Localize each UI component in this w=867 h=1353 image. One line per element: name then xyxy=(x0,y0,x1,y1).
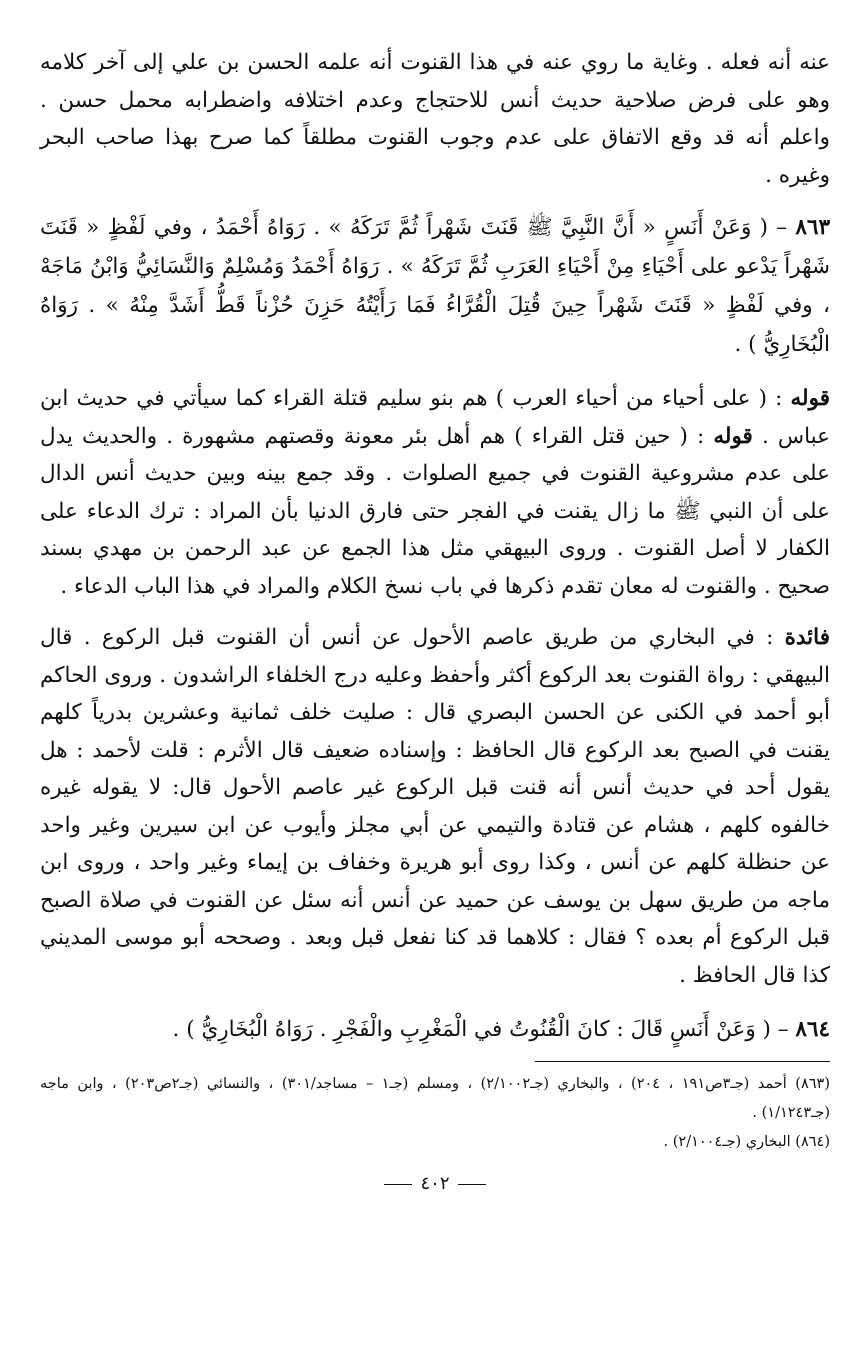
commentary-text: : ( على أحياء من أحياء العرب ) هم بنو سليم قتلة القراء كما سيأتي في حديث ابن عباس . xyxy=(40,386,830,449)
hadith-text: – ( وَعَنْ أَنَسٍ قَالَ : كانَ الْقُنُوتُ في الْمَغْرِبِ والْفَجْرِ . رَوَاهُ الْبُخَارِيُّ ) . xyxy=(172,1017,796,1042)
commentary-label: قوله xyxy=(790,386,830,411)
footnote-864: (٨٦٤) البخاري (جـ٢/١٠٠٤) . xyxy=(663,1134,830,1150)
footnote-divider xyxy=(535,1061,830,1062)
hadith-text: – ( وَعَنْ أَنَسٍ « أَنَّ النَّبِيَّ ﷺ قَنَتَ شَهْراً ثُمَّ تَرَكَهُ » . رَوَاهُ أَحْمَدُ ، وفي لَفْظٍ « قَنَتَ شَهْراً يَدْعو على أَحْيَاءِ مِنْ أَحْيَاءِ العَرَبِ ثُمَّ تَرَكَهُ » . رَوَاهُ أَحْمَدُ وَمُسْلِمٌ وَالنَّسَائِيُّ وَابْنُ مَاجَهْ ، وفي لَفْظٍ « قَنَتَ شَهْراً حِينَ قُتِلَ الْقُرَّاءُ فَمَا رَأَيْتُهُ حَزِنَ حُزْناً قَطُّ أَشَدَّ مِنْهُ » . رَوَاهُ الْبُخَارِيُّ ) . xyxy=(40,215,830,357)
commentary-label: قوله xyxy=(713,423,753,449)
hadith-864 xyxy=(40,1010,830,1049)
paragraph-continuation: عنه أنه فعله . وغاية ما روي عنه في هذا القنوت أنه علمه الحسن بن علي إلى آخر كلامه وهو على فرض صلاحية حديث أنس للاحتجاج وعدم اختلافه واضطرابه محمل حسن . واعلم أنه قد وقع الاتفاق على عدم وجوب القنوت مطلقاً كما صرح بهذا صاحب البحر وغيره . xyxy=(40,50,830,188)
page-number: ٤٠٢ xyxy=(420,1173,450,1194)
commentary-paragraph xyxy=(40,380,830,605)
spacer xyxy=(40,994,830,1010)
benefit-paragraph xyxy=(40,619,830,994)
hadith-number: ٨٦٣ xyxy=(795,215,830,240)
hadith-number: ٨٦٤ xyxy=(795,1017,830,1042)
page-number-row xyxy=(40,1171,830,1197)
spacer xyxy=(40,194,830,208)
page-content xyxy=(40,44,830,1197)
benefit-text: : في البخاري من طريق عاصم الأحول عن أنس أن القنوت قبل الركوع . قال البيهقي : رواة القنوت بعد الركوع أكثر وأحفظ وعليه درج الخلفاء الراشدون . وروى الحاكم أبو أحمد في الكنى عن الحسن البصري قال : صليت خلف ثمانية وعشرين بدرياً كلهم يقنت في الصبح بعد الركوع قال الحافظ : وإسناده ضعيف قال الأثرم : قلت لأحمد : هل يقول أحد في حديث أنس أنه قنت قبل الركوع غير عاصم الأحول قال: لا يقوله غيره خالفوه كلهم ، هشام عن قتادة والتيمي عن أبي مجلز وأيوب عن ابن سيرين وغير واحد عن حنظلة كلهم عن أنس ، وكذا روى أبو هريرة وخفاف بن إيماء وغير واحد ، وروى ابن ماجه من طريق سهل بن يوسف عن حميد عن أنس أنه سئل عن القنوت في صلاة الصبح قبل الركوع أم بعده ؟ فقال : كلاهما قد كنا نفعل قبل وبعد . وصححه أبو موسى المديني كذا قال الحافظ . xyxy=(40,625,830,988)
dash-decoration xyxy=(458,1184,486,1185)
dash-decoration xyxy=(384,1184,412,1185)
commentary-text: : ( حين قتل القراء ) هم أهل بئر معونة وقصتهم مشهورة . والحديث يدل على عدم مشروعية القنوت في جميع الصلوات . وقد جمع بينه وبين حديث أنس الدال على أن النبي ﷺ ما زال يقنت في الفجر حتى فارق الدنيا بأن المراد : ترك الدعاء على الكفار لا أصل القنوت . وروى البيهقي مثل هذا الجمع عن عبد الرحمن بن مهدي بسند صحيح . والقنوت له معان تقدم ذكرها في باب نسخ الكلام والمراد في هذا الباب الدعاء . xyxy=(40,423,830,599)
spacer xyxy=(40,605,830,619)
benefit-label: فائدة xyxy=(784,625,830,650)
hadith-863 xyxy=(40,208,830,364)
footnote-863: (٨٦٣) أحمد (جـ٣ص١٩١ ، ٢٠٤) ، والبخاري (جـ٢/١٠٠٢) ، ومسلم (جـ١ – مساجد/٣٠١) ، والنسائي (جـ٢ص٢٠٣) ، وابن ماجه (جـ١/١٢٤٣) . xyxy=(40,1076,830,1121)
spacer xyxy=(40,364,830,380)
